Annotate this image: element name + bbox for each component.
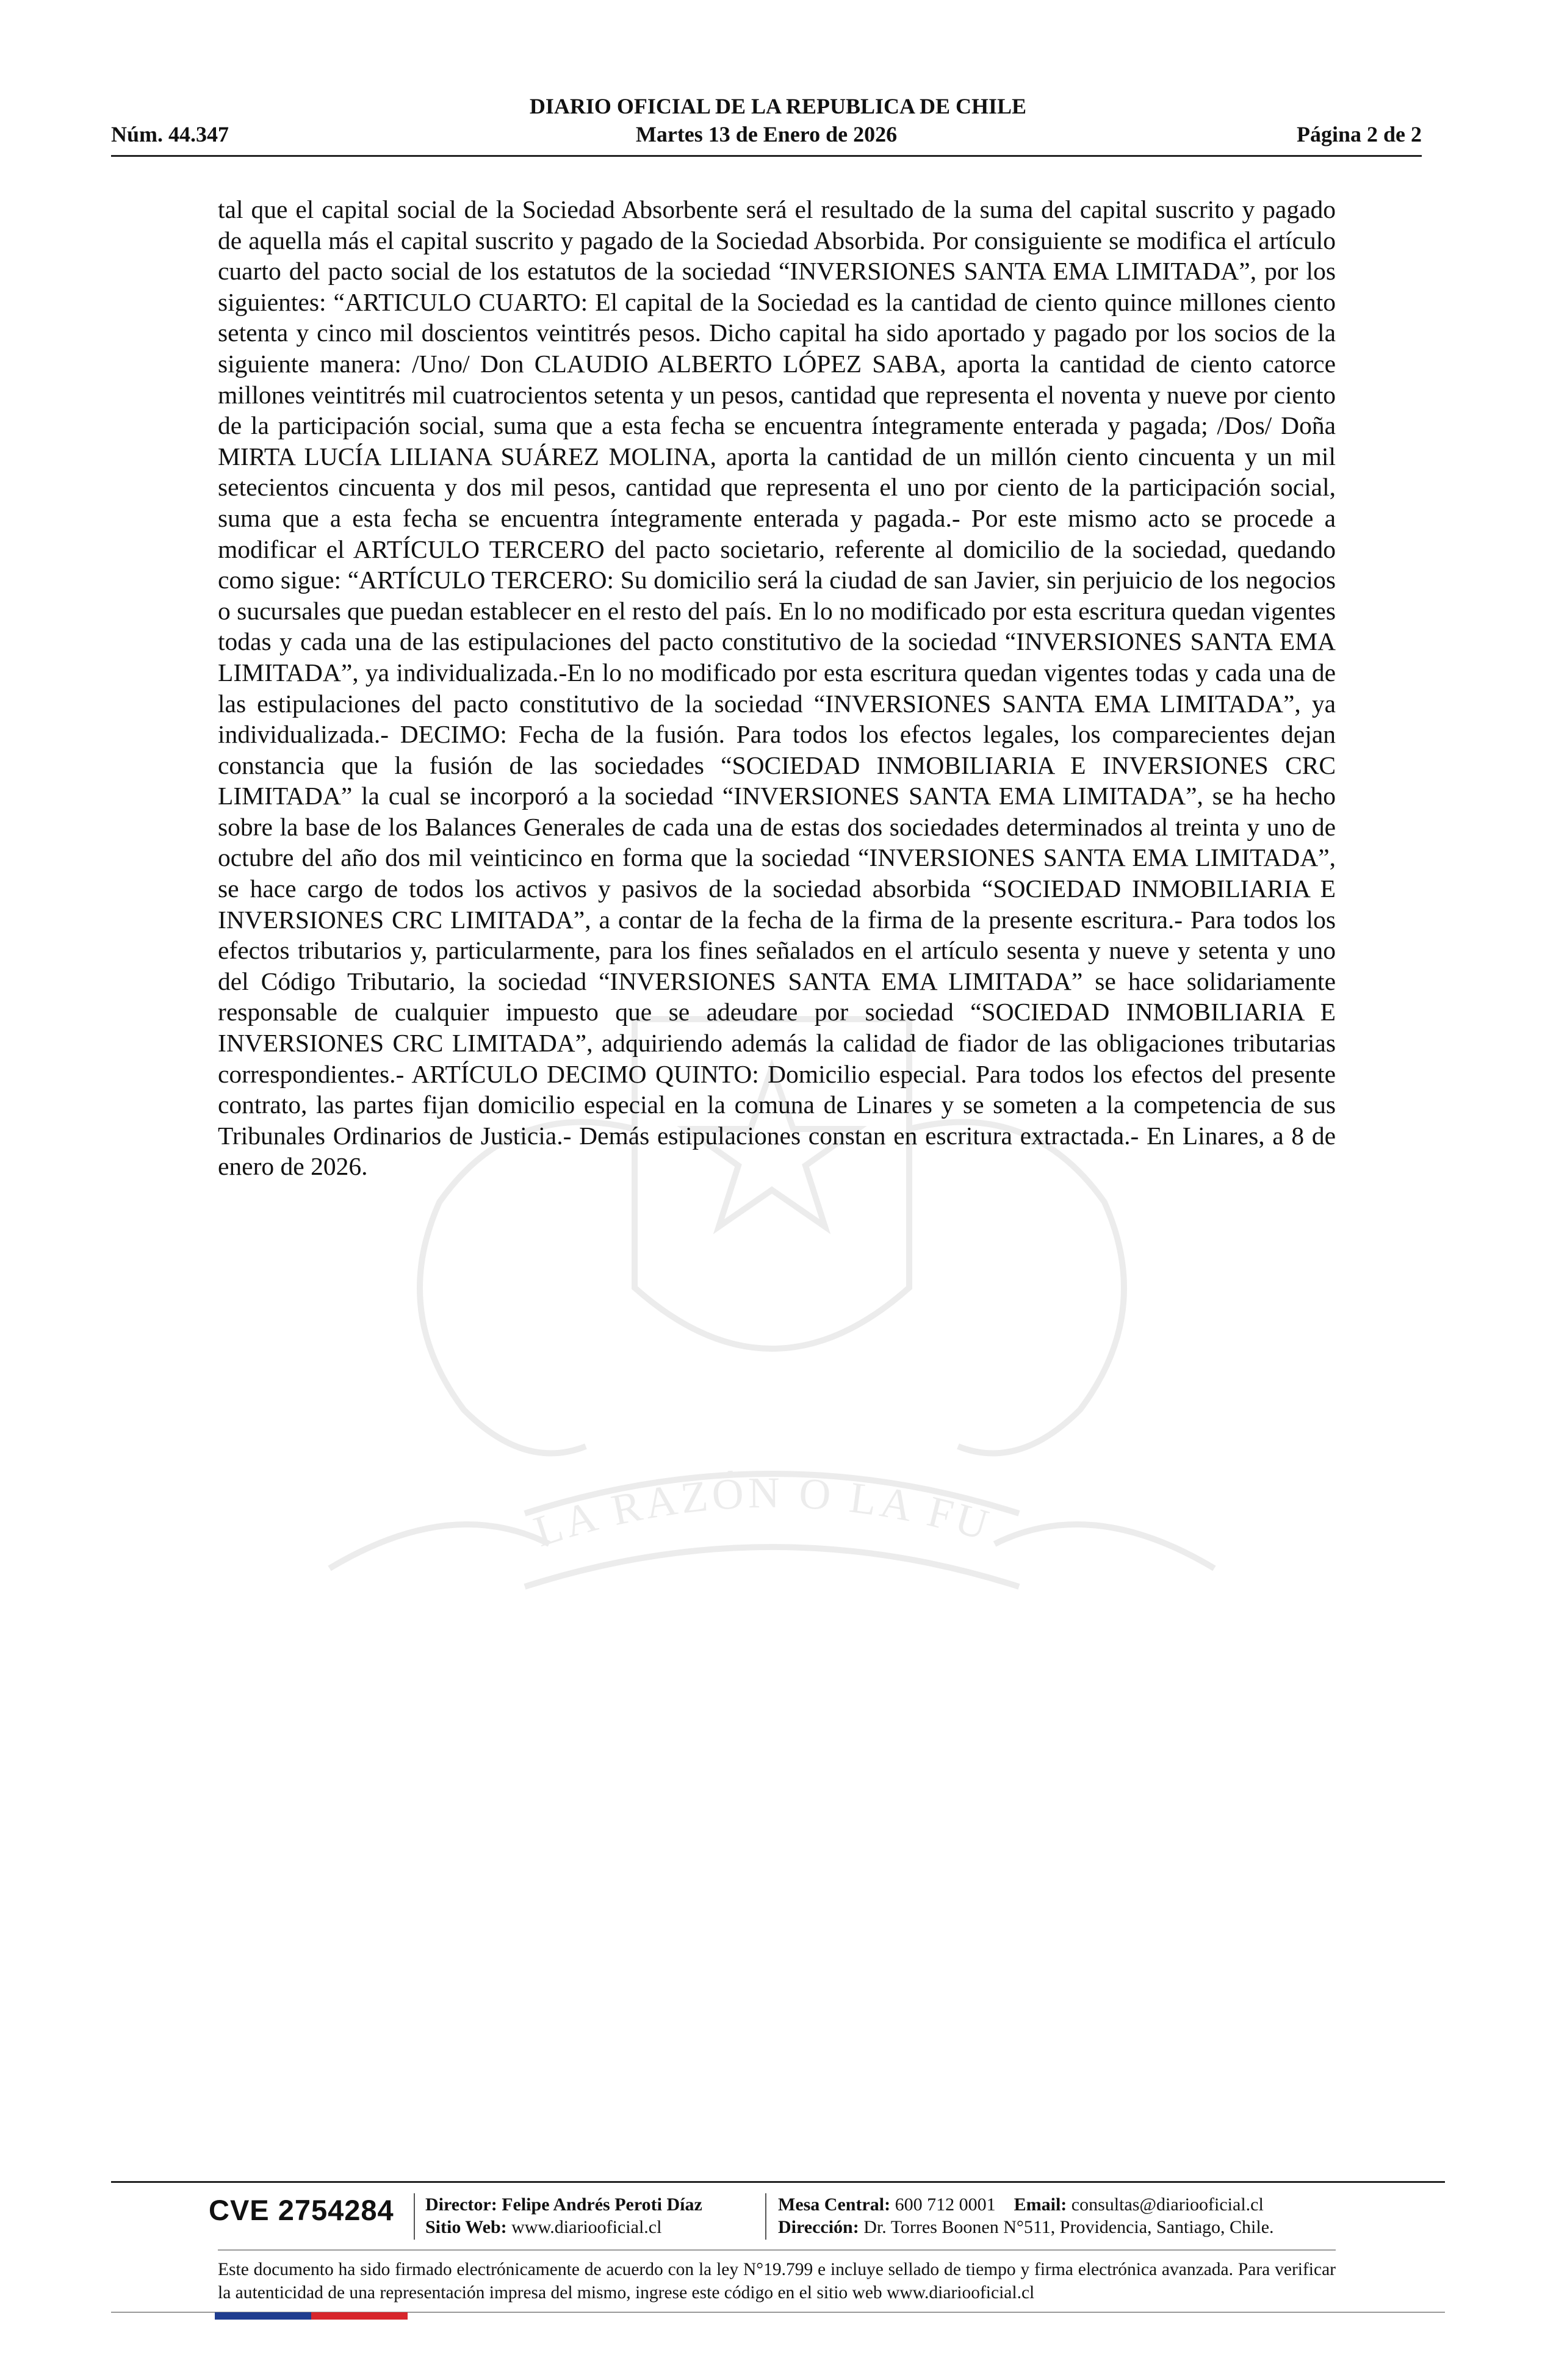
issue-number: Núm. 44.347 [111,122,229,146]
footer-director-block [425,2193,702,2238]
website-link[interactable]: www.diariooficial.cl [511,2217,662,2237]
email-label: Email: [1014,2194,1067,2215]
motto-text: LA RAZÓN O LA FU [528,1468,998,1556]
address-value: Dr. Torres Boonen N°511, Providencia, Santiago, Chile. [863,2217,1274,2237]
body-paragraph: tal que el capital social de la Sociedad Absorbente será el resultado de la suma del capital suscrito y pagado de aquella más el capital suscrito y pagado de la Sociedad Absorbida. Por consiguiente se modifica el artículo cuarto del pacto social de los estatutos de la sociedad “INVERSIONES SANTA EMA LIMITADA”, por los siguientes: “ARTICULO CUARTO: El capital de la Sociedad es la cantidad de ciento quince millones ciento setenta y cinco mil doscientos veintitrés pesos. Dicho capital ha sido aportado y pagado por los socios de la siguiente manera: /Uno/ Don CLAUDIO ALBERTO LÓPEZ SABA, aporta la cantidad de ciento catorce millones veintitrés mil cuatrocientos setenta y un pesos, cantidad que representa el noventa y nueve por ciento de la participación social, suma que a esta fecha se encuentra íntegramente enterada y pagada; /Dos/ Doña MIRTA LUCÍA LILIANA SUÁREZ MOLINA, aporta la cantidad de un millón ciento cincuenta y un mil setecientos cincuenta y dos mil pesos, cantidad que representa el uno por ciento de la participación social, suma que a esta fecha se encuentra íntegramente enterada y pagada.- Por este mismo acto se procede a modificar el ARTÍCULO TERCERO del pacto societario, referente al domicilio de la sociedad, quedando como sigue: “ARTÍCULO TERCERO: Su domicilio será la ciudad de san Javier, sin perjuicio de los negocios o sucursales que puedan establecer en el resto del país. En lo no modificado por esta escritura quedan vigentes todas y cada una de las estipulaciones del pacto constitutivo de la sociedad “INVERSIONES SANTA EMA LIMITADA”, ya individualizada.-En lo no modificado por esta escritura quedan vigentes todas y cada una de las estipulaciones del pacto constitutivo de la sociedad “INVERSIONES SANTA EMA LIMITADA”, ya individualizada.- DECIMO: Fecha de la fusión. Para todos los efectos legales, los comparecientes dejan constancia que la fusión de las sociedades “SOCIEDAD INMOBILIARIA E INVERSIONES CRC LIMITADA” la cual se incorporó a la sociedad “INVERSIONES SANTA EMA LIMITADA”, se ha hecho sobre la base de los Balances Generales de cada una de estas dos sociedades determinados al treinta y uno de octubre del año dos mil veinticinco en forma que la sociedad “INVERSIONES SANTA EMA LIMITADA”, se hace cargo de todos los activos y pasivos de la sociedad absorbida “SOCIEDAD INMOBILIARIA E INVERSIONES CRC LIMITADA”, a contar de la fecha de la firma de la presente escritura.- Para todos los efectos tributarios y, particularmente, para los fines señalados en el artículo sesenta y nueve y setenta y uno del Código Tributario, la sociedad “INVERSIONES SANTA EMA LIMITADA” se hace solidariamente responsable de cualquier impuesto que se adeudare por sociedad “SOCIEDAD INMOBILIARIA E INVERSIONES CRC LIMITADA”, adquiriendo además la calidad de fiador de las obligaciones tributarias correspondientes.- ARTÍCULO DECIMO QUINTO: Domicilio especial. Para todos los efectos del presente contrato, las partes fijan domicilio especial en la comuna de Linares y se someten a la competencia de sus Tribunales Ordinarios de Justicia.- Demás estipulaciones constan en escritura extractada.- En Linares, a 8 de enero de 2026. [218,195,1336,1181]
director-label: Director: [425,2194,497,2215]
director-name: Felipe Andrés Peroti Díaz [502,2194,702,2215]
footer-divider-top [111,2181,1445,2183]
cve-code: CVE 2754284 [209,2194,394,2226]
website-label: Sitio Web: [425,2217,507,2237]
mesa-central-phone: 600 712 0001 [895,2194,996,2215]
signature-disclaimer: Este documento ha sido firmado electrónicamente de acuerdo con la ley N°19.799 e incluye sellado de tiempo y firma electrónica avanzada. Para verificar la autenticidad de una representación impresa del mismo, ingrese este código en el sitio web www.diariooficial.cl [218,2260,1336,2302]
header-row [111,121,1422,148]
footer-separator [765,2193,766,2240]
gazette-title: DIARIO OFICIAL DE LA REPUBLICA DE CHILE [529,94,1027,118]
issue-date: Martes 13 de Enero de 2026 [635,122,898,146]
footer-separator [414,2193,415,2240]
flag-stripe [215,2312,408,2320]
page-indicator: Página 2 de 2 [1296,122,1422,146]
mesa-central-label: Mesa Central: [778,2194,891,2215]
address-label: Dirección: [778,2217,859,2237]
header-divider [111,155,1422,157]
footer-contact-block [778,2193,1274,2238]
flag-red-band [311,2312,408,2320]
email-link[interactable]: consultas@diariooficial.cl [1071,2194,1264,2215]
footer-divider-mid [218,2249,1336,2251]
flag-blue-band [215,2312,311,2320]
